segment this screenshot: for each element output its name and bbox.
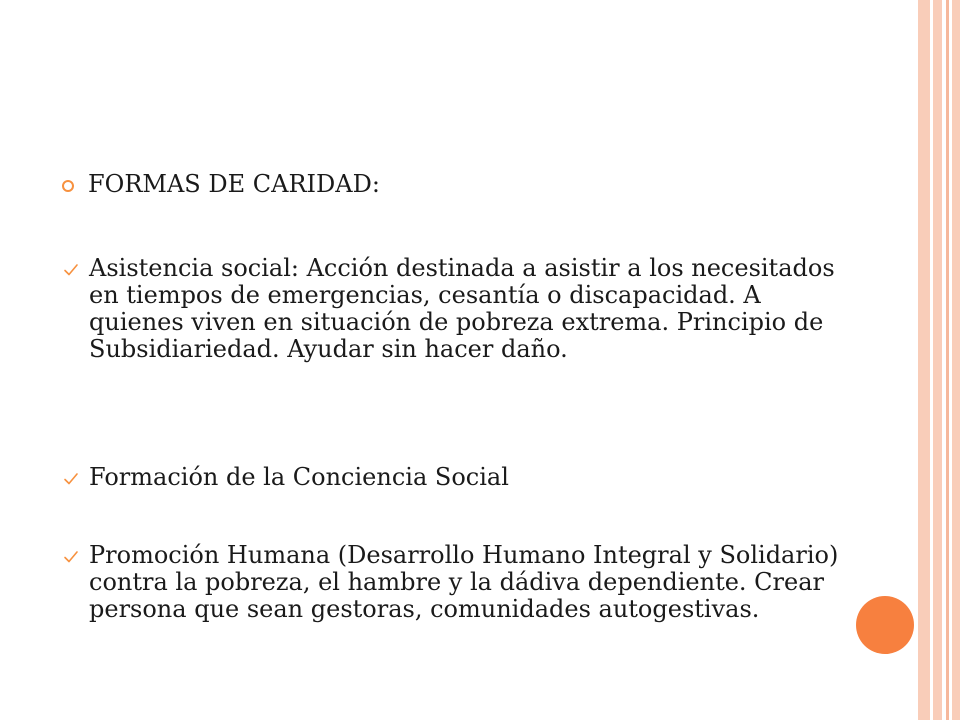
circle-bullet-icon xyxy=(62,180,74,192)
checkmark-icon xyxy=(62,261,80,279)
decorative-stripe xyxy=(933,0,942,720)
accent-circle xyxy=(856,596,914,654)
checkmark-icon xyxy=(62,548,80,566)
checkmark-icon xyxy=(62,470,80,488)
list-item-text: Formación de la Conciencia Social xyxy=(89,463,509,491)
decorative-stripe xyxy=(952,0,960,720)
list-item xyxy=(62,255,839,363)
list-item-text: Promoción Humana (Desarrollo Humano Integral y Solidario) contra la pobreza, el hambre y la dádiva dependiente. Crear persona que sean gestoras, comunidades autogestivas. xyxy=(89,541,839,623)
heading-row xyxy=(62,170,380,198)
decorative-stripe xyxy=(918,0,930,720)
list-item-text: Asistencia social: Acción destinada a asistir a los necesitados en tiempos de emergencias, cesantía o discapacidad. A quienes viven en situación de pobreza extrema. Principio de Subsidiariedad. Ayudar sin hacer daño. xyxy=(89,254,835,363)
slide-heading: FORMAS DE CARIDAD: xyxy=(88,170,380,198)
list-item xyxy=(62,464,839,491)
list-item xyxy=(62,542,839,623)
